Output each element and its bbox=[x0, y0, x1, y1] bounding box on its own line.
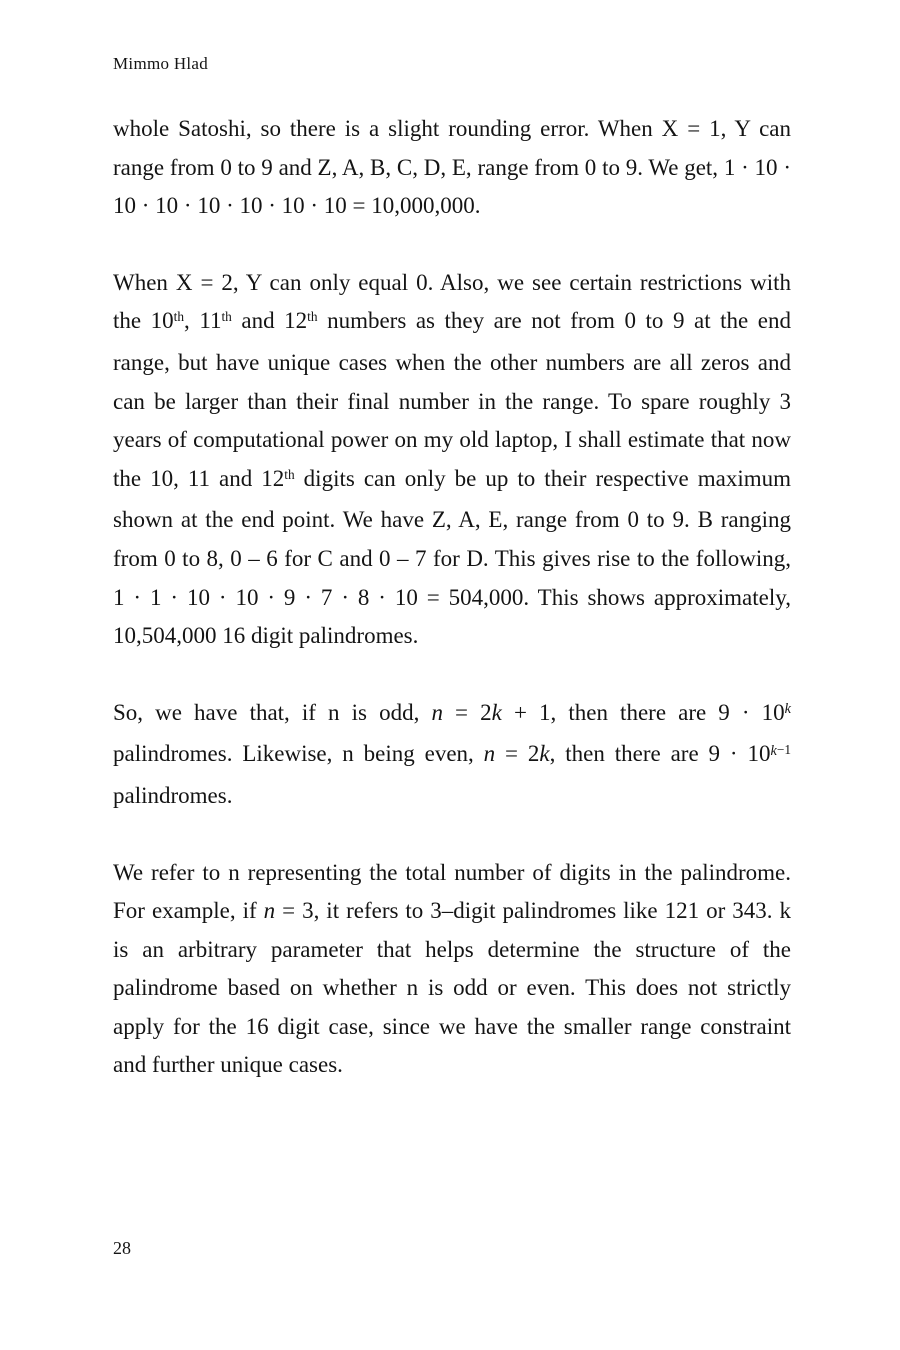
text-run-i: k bbox=[491, 699, 502, 725]
text-run: + 1, then there are 9 · 10 bbox=[501, 699, 785, 725]
paragraph-satoshi-rounding bbox=[113, 110, 791, 226]
text-run: = 2 bbox=[442, 699, 492, 725]
text-run-sup: −1 bbox=[776, 742, 791, 758]
text-run: digits can only be up to their respective maximum shown at the end point. We have Z, A, E, range from 0 to 9. B ranging from 0 to 8, 0 – 6 for C and 0 – 7 for D. This gives rise to the following, 1 · 1 · 10 · 10 · 9 · 7 · 8 · 10 = 504,000. This shows approximately, 10,504,000 16 digit palindromes. bbox=[113, 465, 791, 649]
text-run: , 11 bbox=[184, 308, 222, 334]
text-run: whole Satoshi, so there is a slight rounding error. When X = 1, Y can range from 0 to 9 and Z, A, B, C, D, E, range from 0 to 9. We get, 1 · 10 · 10 · 10 · 10 · 10 · 10 · 10 = 10,000,000. bbox=[113, 116, 791, 219]
running-header bbox=[113, 54, 208, 74]
author-name: Mimmo Hlad bbox=[113, 54, 209, 73]
text-run-sup: th bbox=[284, 466, 295, 482]
text-run-i: k bbox=[539, 741, 550, 767]
page-number bbox=[113, 1238, 131, 1259]
paragraph-odd-even-formula bbox=[113, 694, 791, 816]
text-run: We refer to n representing the total number of digits in the palindrome. For example, if bbox=[113, 859, 791, 924]
text-run-sup: th bbox=[307, 309, 318, 325]
paragraph-n-k-definition bbox=[113, 854, 791, 1086]
text-run: When X = 2, Y can only equal 0. Also, we see certain restrictions with the 10 bbox=[113, 269, 791, 334]
text-run-sup: th bbox=[173, 309, 185, 325]
text-run-sup: th bbox=[221, 309, 232, 325]
text-run: palindromes. Likewise, n being even, bbox=[113, 741, 484, 767]
text-run-i: n bbox=[431, 699, 443, 725]
text-run: numbers as they are not from 0 to 9 at the end range, but have unique cases when the other numbers are all zeros and can be larger than their final number in the range. To spare roughly 3 years of computational power on my old laptop, I shall estimate that now the 10, 11 and 12 bbox=[113, 308, 791, 491]
paragraph-digit-restrictions bbox=[113, 264, 791, 656]
text-run: = 2 bbox=[495, 741, 540, 767]
text-run: So, we have that, if n is odd, bbox=[113, 699, 432, 725]
page-content bbox=[113, 110, 791, 1123]
text-run: , then there are 9 · 10 bbox=[549, 741, 771, 767]
text-run-i: n bbox=[483, 741, 496, 767]
text-run-i: n bbox=[263, 898, 276, 924]
text-run: and 12 bbox=[231, 308, 308, 334]
text-run-supi: k bbox=[784, 701, 791, 718]
text-run: = 3, it refers to 3–digit palindromes like 121 or 343. k is an arbitrary parameter that helps determine the structure of the palindrome based on whether n is odd or even. This does not strictly apply for the 16 digit case, since we have the smaller range constraint and further unique cases. bbox=[113, 898, 791, 1078]
text-run: palindromes. bbox=[113, 782, 233, 808]
text-run-supi: k bbox=[770, 742, 777, 759]
page-number-value: 28 bbox=[113, 1238, 131, 1258]
